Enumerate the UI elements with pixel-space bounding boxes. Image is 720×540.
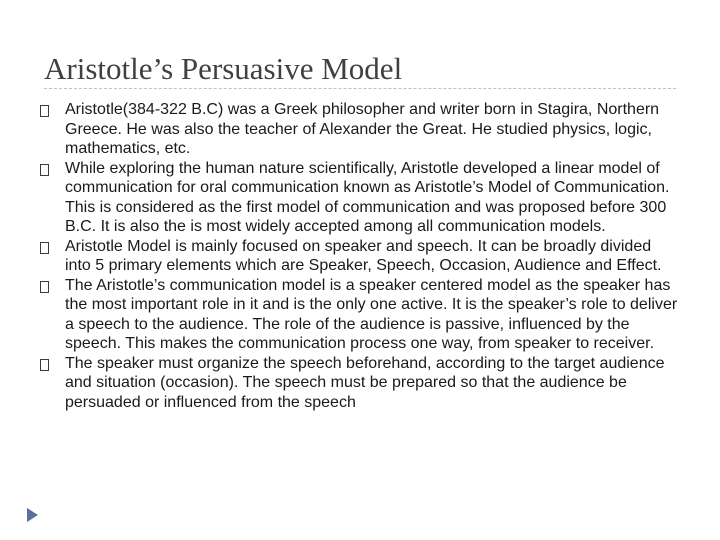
hollow-square-bullet-icon bbox=[40, 164, 49, 176]
hollow-square-bullet-icon bbox=[40, 281, 49, 293]
list-item bbox=[40, 237, 680, 276]
title-divider bbox=[44, 88, 676, 89]
bullet-text: Aristotle(384-322 B.C) was a Greek philosopher and writer born in Stagira, Northern Greece. He was also the teacher of Alexander the Great. He studied physics, logic, mathematics, etc. bbox=[65, 101, 660, 157]
list-item bbox=[40, 159, 680, 237]
bullet-text: The Aristotle’s communication model is a speaker centered model as the speaker has the most important role in it and is the only one active. It is the speaker’s role to deliver a speech to the audience. The role of the audience is passive, influenced by the speech. This makes the communication process one way, from speaker to receiver. bbox=[65, 276, 678, 352]
list-item bbox=[40, 276, 680, 354]
bullet-text: While exploring the human nature scientifically, Aristotle developed a linear model of communication for oral communication known as Aristotle’s Model of Communication. This is considered as the first model of communication and was proposed before 300 B.C. It is also the is most widely accepted among all communication models. bbox=[65, 159, 670, 235]
triangle-right-nav-icon[interactable] bbox=[27, 508, 38, 522]
bullet-text: The speaker must organize the speech beforehand, according to the target audience and situation (occasion). The speech must be prepared so that the audience be persuaded or influenced from the speech bbox=[65, 354, 665, 411]
list-item bbox=[40, 100, 680, 159]
hollow-square-bullet-icon bbox=[40, 242, 49, 254]
bullet-list bbox=[40, 100, 680, 412]
hollow-square-bullet-icon bbox=[40, 105, 49, 117]
bullet-text: Aristotle Model is mainly focused on speaker and speech. It can be broadly divided into 5 primary elements which are Speaker, Speech, Occasion, Audience and Effect. bbox=[65, 237, 662, 274]
hollow-square-bullet-icon bbox=[40, 359, 49, 371]
slide-title: Aristotle’s Persuasive Model bbox=[44, 51, 403, 86]
list-item bbox=[40, 354, 680, 413]
